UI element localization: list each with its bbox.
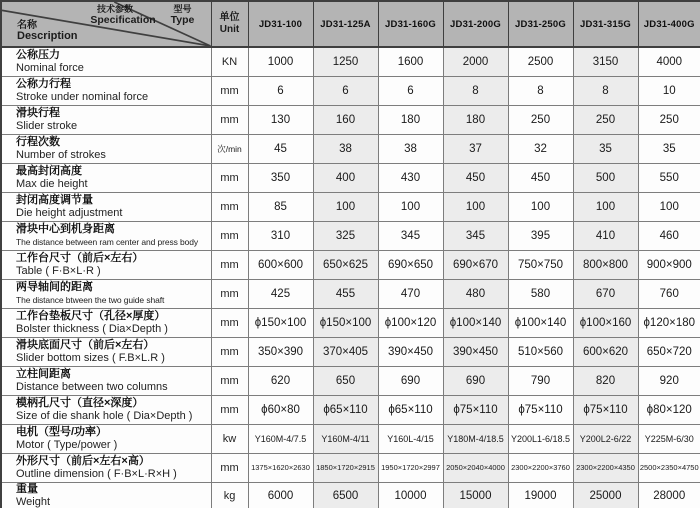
value-cell: 600×620 [573, 337, 638, 366]
value-cell: 100 [443, 192, 508, 221]
row-label [1, 424, 211, 453]
value-cell: 370×405 [313, 337, 378, 366]
model-header: JD31-160G [378, 1, 443, 47]
value-cell: 1375×1620×2630 [248, 453, 313, 482]
value-cell: 350 [248, 163, 313, 192]
unit-cell: mm [211, 395, 248, 424]
value-cell: 760 [638, 279, 700, 308]
unit-cell: mm [211, 279, 248, 308]
value-cell: 10 [638, 76, 700, 105]
value-cell: 6 [378, 76, 443, 105]
value-cell: 650×720 [638, 337, 700, 366]
unit-cell: 次/min [211, 134, 248, 163]
row-label [1, 337, 211, 366]
unit-cell: mm [211, 192, 248, 221]
value-cell: 650×625 [313, 250, 378, 279]
value-cell: 2000 [443, 47, 508, 76]
value-cell: 15000 [443, 482, 508, 508]
table-row [1, 395, 700, 424]
value-cell: 750×750 [508, 250, 573, 279]
value-cell: 345 [443, 221, 508, 250]
value-cell: 35 [573, 134, 638, 163]
value-cell: 580 [508, 279, 573, 308]
table-row [1, 279, 700, 308]
value-cell: 2500 [508, 47, 573, 76]
unit-cell: kw [211, 424, 248, 453]
value-cell: 620 [248, 366, 313, 395]
value-cell: 100 [313, 192, 378, 221]
value-cell: Y180M-4/18.5 [443, 424, 508, 453]
unit-header [211, 1, 248, 47]
value-cell: 35 [638, 134, 700, 163]
row-label [1, 192, 211, 221]
header-row [1, 1, 700, 47]
unit-cell: mm [211, 163, 248, 192]
value-cell: 1600 [378, 47, 443, 76]
row-label-en: Nominal force [16, 61, 84, 74]
row-label-cn: 滑块底面尺寸（前后×左右） [16, 338, 155, 351]
value-cell: 100 [378, 192, 443, 221]
value-cell: 100 [638, 192, 700, 221]
value-cell: 800×800 [573, 250, 638, 279]
table-row [1, 250, 700, 279]
row-label [1, 105, 211, 134]
value-cell: 650 [313, 366, 378, 395]
table-row [1, 424, 700, 453]
spec-label-cn: 技术参数 [96, 4, 133, 14]
type-label-en: Type [170, 14, 195, 26]
model-header: JD31-315G [573, 1, 638, 47]
value-cell: ϕ75×110 [508, 395, 573, 424]
value-cell: 310 [248, 221, 313, 250]
row-label-en: Stroke under nominal force [16, 90, 149, 103]
row-label-cn: 模柄孔尺寸（直径×深度） [16, 396, 144, 409]
value-cell: 130 [248, 105, 313, 134]
corner-cell [1, 1, 211, 47]
row-label-cn: 滑块中心到机身距离 [16, 222, 115, 235]
row-label-en: Slider stroke [16, 119, 78, 132]
row-label-cn: 工作台垫板尺寸（孔径×厚度） [16, 309, 166, 322]
value-cell: 8 [508, 76, 573, 105]
value-cell: ϕ150×100 [313, 308, 378, 337]
value-cell: 920 [638, 366, 700, 395]
unit-cell: mm [211, 453, 248, 482]
table-row [1, 221, 700, 250]
value-cell: 19000 [508, 482, 573, 508]
unit-cell: mm [211, 250, 248, 279]
table-row [1, 337, 700, 366]
table-body [1, 47, 700, 508]
unit-cell: mm [211, 337, 248, 366]
row-label [1, 47, 211, 76]
row-label-en: Bolster thickness ( Dia×Depth ) [16, 322, 168, 335]
value-cell: Y200L1-6/18.5 [508, 424, 573, 453]
model-header: JD31-400G [638, 1, 700, 47]
value-cell: 450 [443, 163, 508, 192]
row-label [1, 366, 211, 395]
corner-name-label [17, 20, 78, 42]
row-label [1, 308, 211, 337]
value-cell: 38 [378, 134, 443, 163]
unit-cell: mm [211, 76, 248, 105]
table-row [1, 76, 700, 105]
value-cell: 6 [248, 76, 313, 105]
row-label-en: The distance between ram center and press body [16, 236, 199, 247]
row-label [1, 482, 211, 508]
table-row [1, 453, 700, 482]
value-cell: 180 [443, 105, 508, 134]
value-cell: 900×900 [638, 250, 700, 279]
row-label-en: Outline dimension ( F·B×L·R×H ) [16, 467, 177, 480]
value-cell: 690×670 [443, 250, 508, 279]
model-header: JD31-250G [508, 1, 573, 47]
table-row [1, 366, 700, 395]
value-cell: 450 [508, 163, 573, 192]
value-cell: 390×450 [378, 337, 443, 366]
table-row [1, 308, 700, 337]
value-cell: 25000 [573, 482, 638, 508]
value-cell: ϕ150×100 [248, 308, 313, 337]
unit-header-en: Unit [219, 24, 240, 35]
row-label-en: Size of die shank hole ( Dia×Depth ) [16, 409, 193, 422]
value-cell: 6000 [248, 482, 313, 508]
value-cell: 180 [378, 105, 443, 134]
unit-cell: mm [211, 221, 248, 250]
value-cell: 85 [248, 192, 313, 221]
model-header: JD31-100 [248, 1, 313, 47]
row-label [1, 76, 211, 105]
corner-type-label [158, 4, 208, 26]
row-label-cn: 重量 [16, 483, 38, 496]
row-label [1, 279, 211, 308]
value-cell: 470 [378, 279, 443, 308]
value-cell: ϕ100×160 [573, 308, 638, 337]
value-cell: 455 [313, 279, 378, 308]
value-cell: 345 [378, 221, 443, 250]
table-row [1, 47, 700, 76]
type-label-cn: 型号 [173, 4, 192, 14]
row-label-en: Slider bottom sizes ( F.B×L.R ) [16, 351, 165, 364]
row-label-en: Distance between two columns [16, 380, 168, 393]
value-cell: 325 [313, 221, 378, 250]
value-cell: 510×560 [508, 337, 573, 366]
value-cell: 690×650 [378, 250, 443, 279]
row-label-en: Die height adjustment [16, 206, 123, 219]
value-cell: 250 [638, 105, 700, 134]
row-label-cn: 外形尺寸（前后×左右×高） [16, 454, 150, 467]
row-label-cn: 封闭高度调节量 [16, 193, 93, 206]
row-label-en: Table ( F·B×L·R ) [16, 264, 101, 277]
value-cell: 480 [443, 279, 508, 308]
value-cell: ϕ75×110 [573, 395, 638, 424]
row-label-cn: 滑块行程 [16, 106, 60, 119]
value-cell: 1000 [248, 47, 313, 76]
row-label-cn: 电机（型号/功率） [16, 425, 108, 438]
value-cell: 45 [248, 134, 313, 163]
spec-label-en: Specification [90, 14, 156, 26]
value-cell: 3150 [573, 47, 638, 76]
row-label-cn: 公称压力 [16, 48, 60, 61]
value-cell: Y160M-4/7.5 [248, 424, 313, 453]
unit-cell: KN [211, 47, 248, 76]
value-cell: 600×600 [248, 250, 313, 279]
value-cell: Y225M-6/30 [638, 424, 700, 453]
value-cell: 100 [508, 192, 573, 221]
row-label-cn: 最高封闭高度 [16, 164, 82, 177]
value-cell: ϕ100×140 [508, 308, 573, 337]
value-cell: 2300×2200×4350 [573, 453, 638, 482]
value-cell: 2300×2200×3760 [508, 453, 573, 482]
value-cell: 6 [313, 76, 378, 105]
value-cell: 250 [573, 105, 638, 134]
value-cell: 2500×2350×4750 [638, 453, 700, 482]
value-cell: ϕ65×110 [378, 395, 443, 424]
value-cell: ϕ75×110 [443, 395, 508, 424]
value-cell: 28000 [638, 482, 700, 508]
value-cell: 8 [573, 76, 638, 105]
table-row [1, 482, 700, 508]
row-label-cn: 工作台尺寸（前后×左右） [16, 251, 144, 264]
value-cell: 2050×2040×4000 [443, 453, 508, 482]
value-cell: 37 [443, 134, 508, 163]
unit-cell: mm [211, 308, 248, 337]
value-cell: 32 [508, 134, 573, 163]
row-label [1, 395, 211, 424]
row-label-cn: 两导轴间的距离 [16, 280, 93, 293]
row-label [1, 453, 211, 482]
unit-cell: kg [211, 482, 248, 508]
value-cell: ϕ60×80 [248, 395, 313, 424]
value-cell: 8 [443, 76, 508, 105]
value-cell: 400 [313, 163, 378, 192]
name-label-cn: 名称 [17, 20, 37, 31]
value-cell: ϕ100×140 [443, 308, 508, 337]
value-cell: Y160M-4/11 [313, 424, 378, 453]
row-label-en: Number of strokes [16, 148, 106, 161]
value-cell: 4000 [638, 47, 700, 76]
row-label [1, 134, 211, 163]
model-header: JD31-200G [443, 1, 508, 47]
unit-cell: mm [211, 105, 248, 134]
value-cell: 425 [248, 279, 313, 308]
value-cell: 820 [573, 366, 638, 395]
value-cell: 10000 [378, 482, 443, 508]
value-cell: ϕ80×120 [638, 395, 700, 424]
table-row [1, 134, 700, 163]
value-cell: 395 [508, 221, 573, 250]
row-label [1, 163, 211, 192]
row-label-cn: 公称力行程 [16, 77, 71, 90]
row-label-en: The distance btween the two guide shaft [16, 294, 165, 305]
value-cell: 690 [443, 366, 508, 395]
value-cell: 350×390 [248, 337, 313, 366]
name-label-en: Description [17, 30, 78, 42]
value-cell: 550 [638, 163, 700, 192]
value-cell: Y200L2-6/22 [573, 424, 638, 453]
value-cell: ϕ65×110 [313, 395, 378, 424]
value-cell: 250 [508, 105, 573, 134]
model-header: JD31-125A [313, 1, 378, 47]
row-label-cn: 立柱间距离 [16, 367, 71, 380]
row-label-en: Motor ( Type/power ) [16, 438, 118, 451]
value-cell: Y160L-4/15 [378, 424, 443, 453]
value-cell: 430 [378, 163, 443, 192]
value-cell: ϕ120×180 [638, 308, 700, 337]
value-cell: 790 [508, 366, 573, 395]
value-cell: 390×450 [443, 337, 508, 366]
value-cell: 100 [573, 192, 638, 221]
value-cell: 500 [573, 163, 638, 192]
value-cell: 38 [313, 134, 378, 163]
table-row [1, 192, 700, 221]
table-row [1, 105, 700, 134]
row-label [1, 221, 211, 250]
value-cell: 160 [313, 105, 378, 134]
unit-cell: mm [211, 366, 248, 395]
row-label-en: Weight [16, 496, 51, 508]
row-label-en: Max die height [16, 177, 88, 190]
value-cell: 670 [573, 279, 638, 308]
value-cell: 690 [378, 366, 443, 395]
value-cell: 1950×1720×2997 [378, 453, 443, 482]
value-cell: ϕ100×120 [378, 308, 443, 337]
row-label [1, 250, 211, 279]
table-row [1, 163, 700, 192]
unit-header-cn: 单位 [219, 12, 240, 23]
row-label-cn: 行程次数 [16, 135, 60, 148]
value-cell: 460 [638, 221, 700, 250]
value-cell: 1850×1720×2915 [313, 453, 378, 482]
value-cell: 6500 [313, 482, 378, 508]
value-cell: 1250 [313, 47, 378, 76]
value-cell: 410 [573, 221, 638, 250]
